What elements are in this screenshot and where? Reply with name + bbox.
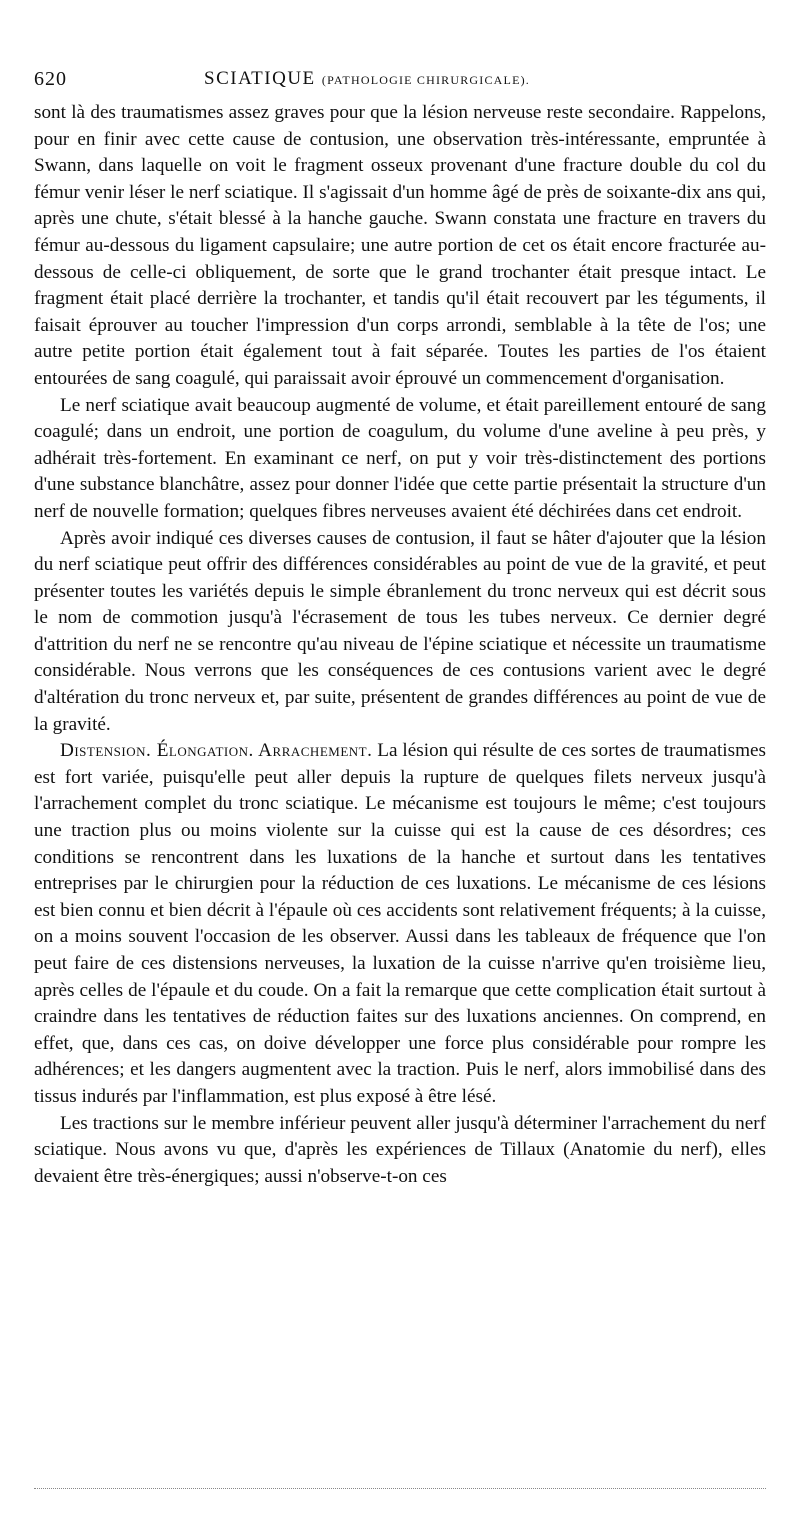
paragraph-4 bbox=[34, 738, 766, 1110]
paragraph-1: sont là des traumatismes assez graves pour que la lésion nerveuse reste secondaire. Rappelons, pour en finir avec cette cause de contusion, une observation très-intéressante, empruntée à Swann, dans laquelle on voit le fragment osseux provenant d'une fracture double du col du fémur venir léser le nerf sciatique. Il s'agissait d'un homme âgé de près de soixante-dix ans qui, après une chute, s'était blessé à la hanche gauche. Swann constata une fracture en travers du fémur au-dessous du ligament capsulaire; une autre portion de cet os était encore fracturée au-dessous de celle-ci obliquement, de sorte que le grand trochanter était presque intact. Le fragment était placé derrière la trochanter, et tandis qu'il était recouvert par les téguments, il faisait éprouver au toucher l'impression d'un corps arrondi, semblable à la tête de l'os; une autre petite portion était également tout à fait séparée. Toutes les parties de l'os étaient entourées de sang coagulé, qui paraissait avoir éprouvé un commencement d'organisation. bbox=[34, 102, 766, 389]
footer-rule bbox=[34, 1488, 766, 1489]
paragraph-3: Après avoir indiqué ces diverses causes de contusion, il faut se hâter d'ajouter que la lésion du nerf sciatique peut offrir des différences considérables au point de vue de la gravité, et peut présenter toutes les variétés depuis le simple ébranlement du tronc nerveux qui est décrit sous le nom de commotion jusqu'à l'écrasement de tous les tubes nerveux. Ce dernier degré d'attrition du nerf ne se rencontre qu'au niveau de l'épine sciatique et nécessite un traumatisme considérable. Nous verrons que les conséquences de ces contusions varient avec le degré d'altération du tronc nerveux et, par suite, présentent de grandes différences au point de vue de la gravité. bbox=[34, 527, 766, 735]
running-title-subtitle: (PATHOLOGIE CHIRURGICALE). bbox=[321, 73, 531, 87]
section-heading: Distension. Élongation. Arrachement. bbox=[60, 740, 373, 762]
running-title bbox=[204, 68, 530, 90]
paragraph-4-text: La lésion qui résulte de ces sortes de traumatismes est fort variée, puisqu'elle peut aller depuis la rupture de quelques filets nerveux jusqu'à l'arrachement complet du tronc sciatique. Le mécanisme est toujours le même; c'est toujours une traction plus ou moins violente sur la cuisse qui est la cause de ces désordres; ces conditions se rencontrent dans les luxations de la hanche et surtout dans les tentatives entreprises par le chirurgien pour la réduction de ces luxations. Le mécanisme de ces lésions est bien connu et bien décrit à l'épaule où ces accidents sont relativement fréquents; à la cuisse, on a moins souvent l'occasion de les observer. Aussi dans les tableaux de fréquence que l'on peut faire de ces distensions nerveuses, la luxation de la cuisse n'arrive qu'en troisième lieu, après celles de l'épaule et du coude. On a fait la remarque que cette complication était surtout à craindre dans les tentatives de réduction faites sur des luxations anciennes. On comprend, en effet, que, dans ces cas, on doive développer une force plus considérable pour rompre les adhérences; et les dangers augmentent avec la traction. Puis le nerf, alors immobilisé dans des tissus indurés par l'inflammation, est plus exposé à être lésé. bbox=[34, 740, 767, 1107]
paragraph-2: Le nerf sciatique avait beaucoup augmenté de volume, et était pareillement entouré de sang coagulé; dans un endroit, une portion de coagulum, du volume d'une aveline à peu près, y adhérait très-fortement. En examinant ce nerf, on put y voir très-distinctement des portions d'une substance blanchâtre, assez pour donner l'idée que cette partie présentait la structure d'un nerf de nouvelle formation; quelques fibres nerveuses avaient été déchirées dans cet endroit. bbox=[34, 394, 766, 522]
running-head bbox=[34, 60, 766, 100]
paragraph-5: Les tractions sur le membre inférieur peuvent aller jusqu'à déterminer l'arrachement du nerf sciatique. Nous avons vu que, d'après les expériences de Tillaux (Anatomie du nerf), elles devaient être très-énergiques; aussi n'observe-t-on ces bbox=[34, 1112, 766, 1187]
book-page bbox=[34, 60, 766, 1190]
body-text bbox=[34, 100, 766, 1190]
page-number: 620 bbox=[34, 68, 67, 90]
running-title-main: SCIATIQUE bbox=[204, 68, 316, 89]
